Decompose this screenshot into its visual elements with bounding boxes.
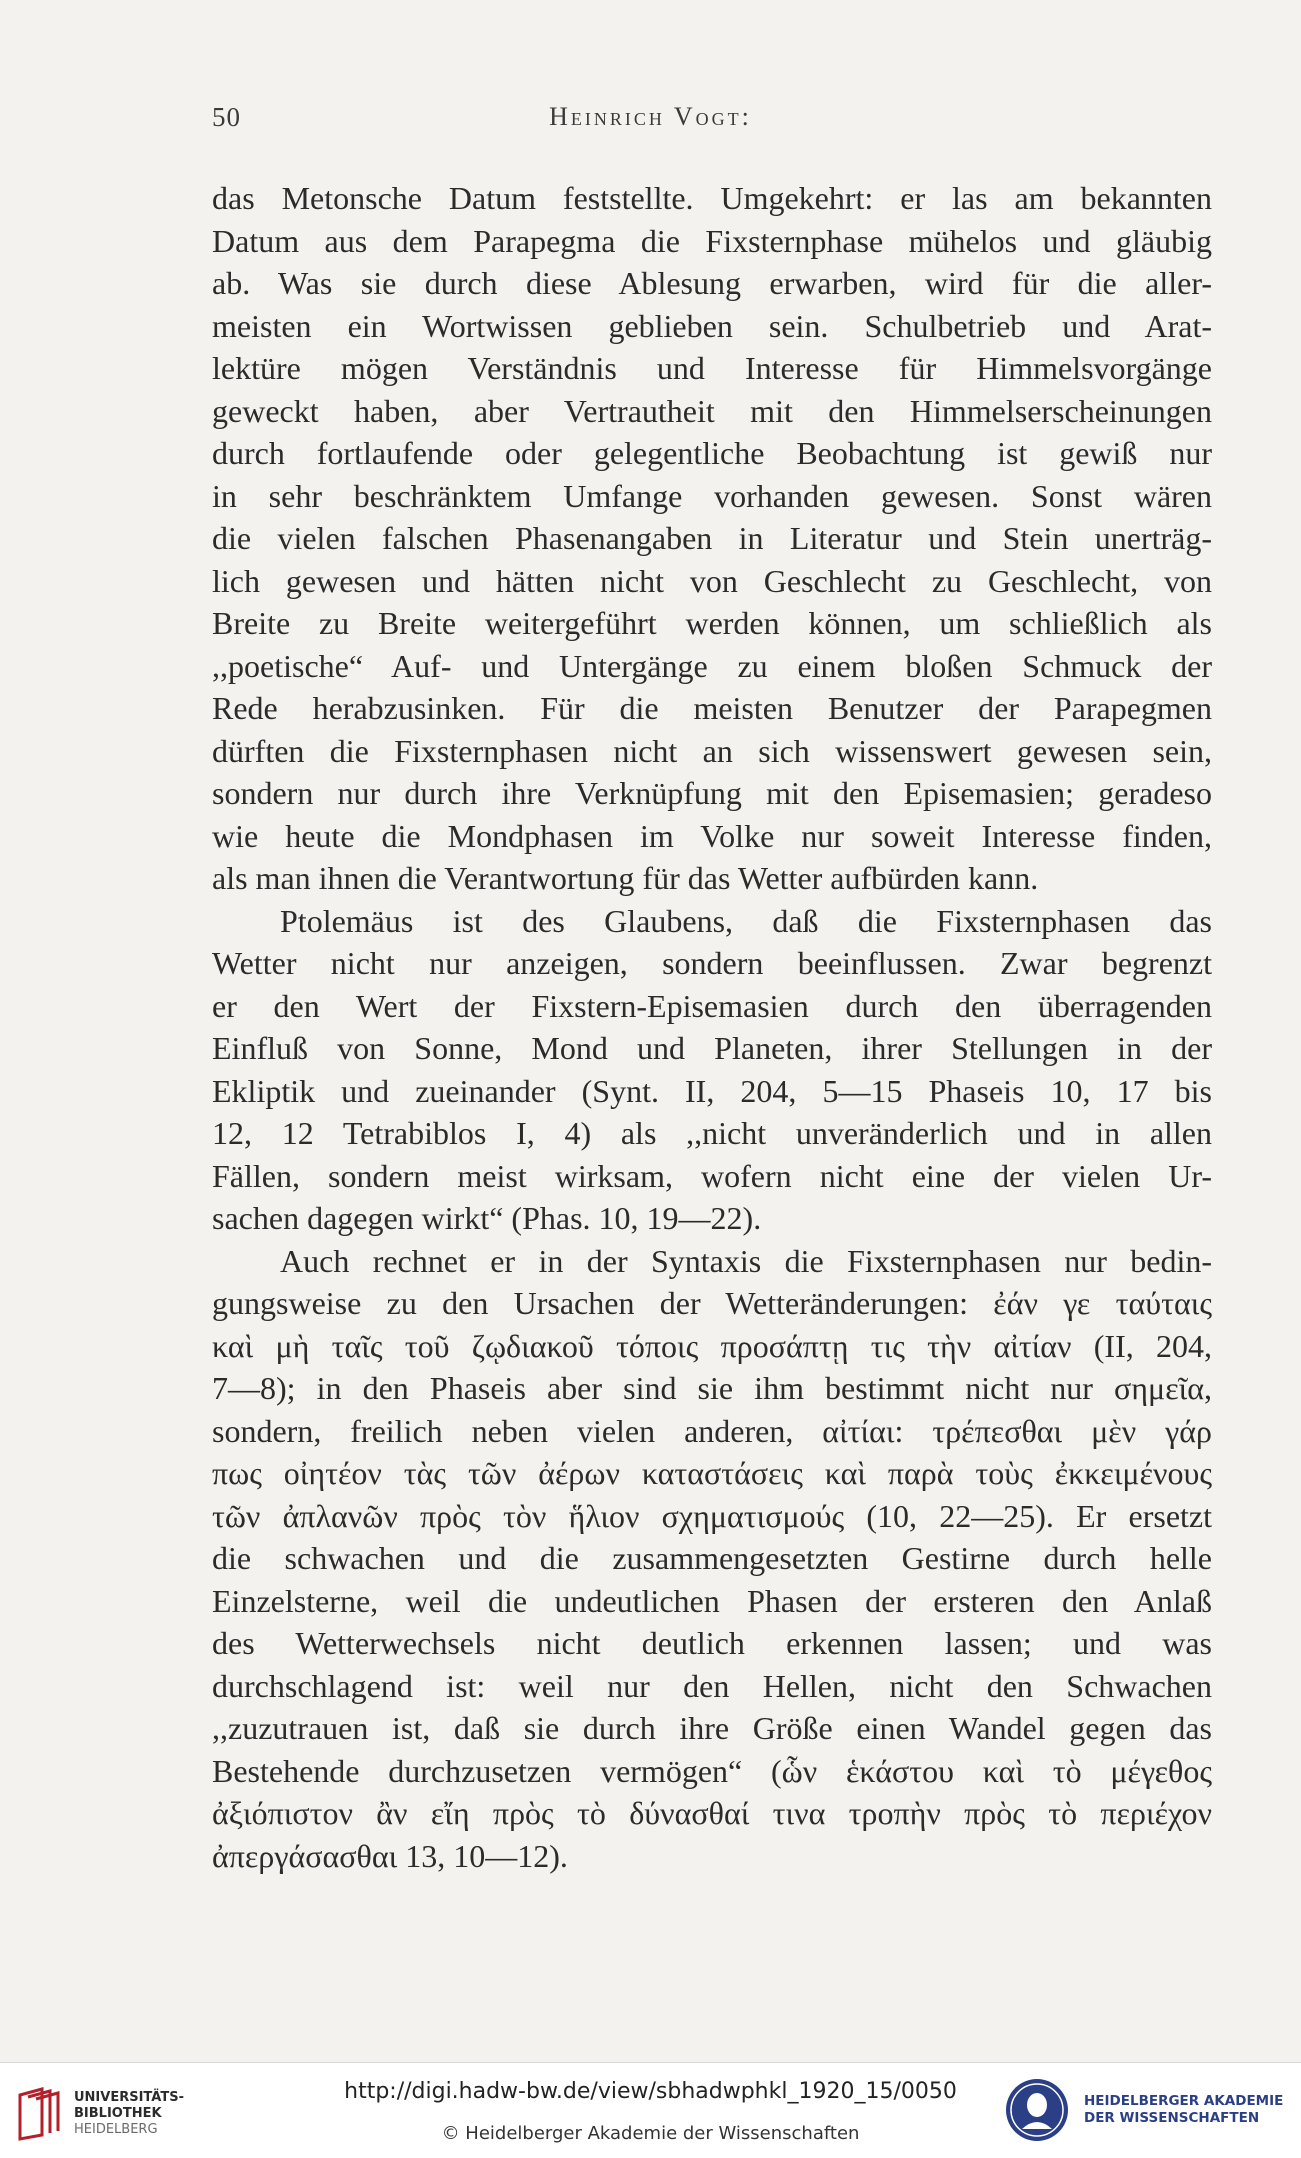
text-line: durch fortlaufende oder gelegentliche Beobachtung ist gewiß nur: [212, 435, 1212, 471]
academy-seal-icon: [1004, 2077, 1070, 2143]
text-line: τῶν ἀπλανῶν πρὸς τὸν ἥλιον σχηματισμούς (10, 22—25). Er ersetzt: [212, 1497, 1212, 1534]
text-line: wie heute die Mondphasen im Volke nur soweit Interesse finden,: [212, 817, 1212, 854]
text-line: lektüre mögen Verständnis und Interesse für Himmelsvorgänge: [212, 350, 1212, 386]
text-line: ab. Was sie durch diese Ablesung erwarben, wird für die aller-: [212, 265, 1212, 301]
text-line: 7—8); in den Phaseis aber sind sie ihm bestimmt nicht nur σημεῖα,: [212, 1370, 1212, 1406]
text-line: sondern, freilich neben vielen anderen, αἰτίαι: τρέπεσθαι μὲν γάρ: [212, 1412, 1212, 1449]
text-line: durchschlagend ist: weil nur den Hellen, nicht den Schwachen: [212, 1667, 1212, 1704]
text-line: Fällen, sondern meist wirksam, wofern nicht eine der vielen Ur-: [212, 1157, 1212, 1194]
text-line: ἀξιόπιστον ἂν εἴη πρὸς τὸ δύνασθαί τινα τροπὴν πρὸς τὸ περιέχον: [212, 1795, 1212, 1831]
text-line: lich gewesen und hätten nicht von Geschlecht zu Geschlecht, von: [212, 562, 1212, 599]
text-line: meisten ein Wortwissen geblieben sein. Schulbetrieb und Arat-: [212, 307, 1212, 344]
text-line: ἀπεργάσασθαι 13, 10—12).: [212, 1837, 568, 1874]
text-line: ,,poetische“ Auf- und Untergänge zu einem bloßen Schmuck der: [212, 647, 1212, 684]
text-line: des Wetterwechsels nicht deutlich erkennen lassen; und was: [212, 1625, 1212, 1661]
text-line: er den Wert der Fixstern-Episemasien durch den überragenden: [212, 987, 1212, 1024]
text-line: gungsweise zu den Ursachen der Wetteränderungen: ἐάν γε ταύταις: [212, 1285, 1212, 1321]
text-line: καὶ μὴ ταῖς τοῦ ζῳδιακοῦ τόποις προσάπτῃ τις τὴν αἰτίαν (II, 204,: [212, 1327, 1212, 1364]
text-line: als man ihnen die Verantwortung für das Wetter aufbürden kann.: [212, 860, 1039, 896]
footer-bar: [0, 2062, 1301, 2158]
text-line: ,,zuzutrauen ist, daß sie durch ihre Größe einen Wandel gegen das: [212, 1710, 1212, 1746]
library-name-line-3: HEIDELBERG: [74, 2122, 158, 2137]
academy-name-line-1: HEIDELBERGER AKADEMIE: [1084, 2093, 1284, 2109]
text-line: die vielen falschen Phasenangaben in Literatur und Stein unerträg-: [212, 520, 1212, 556]
text-line: Einzelsterne, weil die undeutlichen Phasen der ersteren den Anlaß: [212, 1582, 1212, 1619]
text-line: Auch rechnet er in der Syntaxis die Fixsternphasen nur bedin-: [280, 1242, 1212, 1279]
text-line: Datum aus dem Parapegma die Fixsternphase mühelos und gläubig: [212, 222, 1212, 259]
library-name-line-2: BIBLIOTHEK: [74, 2106, 162, 2121]
text-line: Ekliptik und zueinander (Synt. II, 204, 5—15 Phaseis 10, 17 bis: [212, 1072, 1212, 1109]
text-line: 12, 12 Tetrabiblos I, 4) als ,,nicht unveränderlich und in allen: [212, 1115, 1212, 1151]
academy-name-line-2: DER WISSENSCHAFTEN: [1084, 2110, 1260, 2126]
text-line: πως οἰητέον τὰς τῶν ἀέρων καταστάσεις καὶ παρὰ τοὺς ἐκκειμένους: [212, 1455, 1212, 1491]
text-line: sondern nur durch ihre Verknüpfung mit den Episemasien; geradeso: [212, 775, 1212, 811]
text-line: Ptolemäus ist des Glaubens, daß die Fixsternphasen das: [280, 902, 1212, 939]
text-line: geweckt haben, aber Vertrautheit mit den Himmelserscheinungen: [212, 392, 1212, 429]
text-line: in sehr beschränktem Umfange vorhanden gewesen. Sonst wären: [212, 477, 1212, 514]
text-line: dürften die Fixsternphasen nicht an sich wissenswert gewesen sein,: [212, 732, 1212, 769]
academy-name: [1084, 2093, 1283, 2127]
text-line: die schwachen und die zusammengesetzten Gestirne durch helle: [212, 1540, 1212, 1576]
library-name-line-1: UNIVERSITÄTS-: [74, 2090, 184, 2105]
page-number: 50: [212, 102, 241, 132]
copyright-notice: © Heidelberger Akademie der Wissenschaften: [441, 2123, 860, 2144]
text-line: Breite zu Breite weitergeführt werden können, um schließlich als: [212, 605, 1212, 641]
running-head: Heinrich Vogt:: [549, 102, 752, 131]
text-line: Bestehende durchzusetzen vermögen“ (ὧν ἑκάστου καὶ τὸ μέγεθος: [212, 1752, 1212, 1789]
document-url-link[interactable]: http://digi.hadw-bw.de/view/sbhadwphkl_1920_15/0050: [344, 2079, 957, 2104]
body-text: [212, 177, 1212, 1877]
text-line: Rede herabzusinken. Für die meisten Benutzer der Parapegmen: [212, 690, 1212, 726]
text-line: Einfluß von Sonne, Mond und Planeten, ihrer Stellungen in der: [212, 1030, 1212, 1066]
text-line: das Metonsche Datum feststellte. Umgekehrt: er las am bekannten: [212, 180, 1212, 216]
text-line: Wetter nicht nur anzeigen, sondern beeinflussen. Zwar begrenzt: [212, 945, 1212, 981]
text-line: sachen dagegen wirkt“ (Phas. 10, 19—22).: [212, 1200, 762, 1236]
